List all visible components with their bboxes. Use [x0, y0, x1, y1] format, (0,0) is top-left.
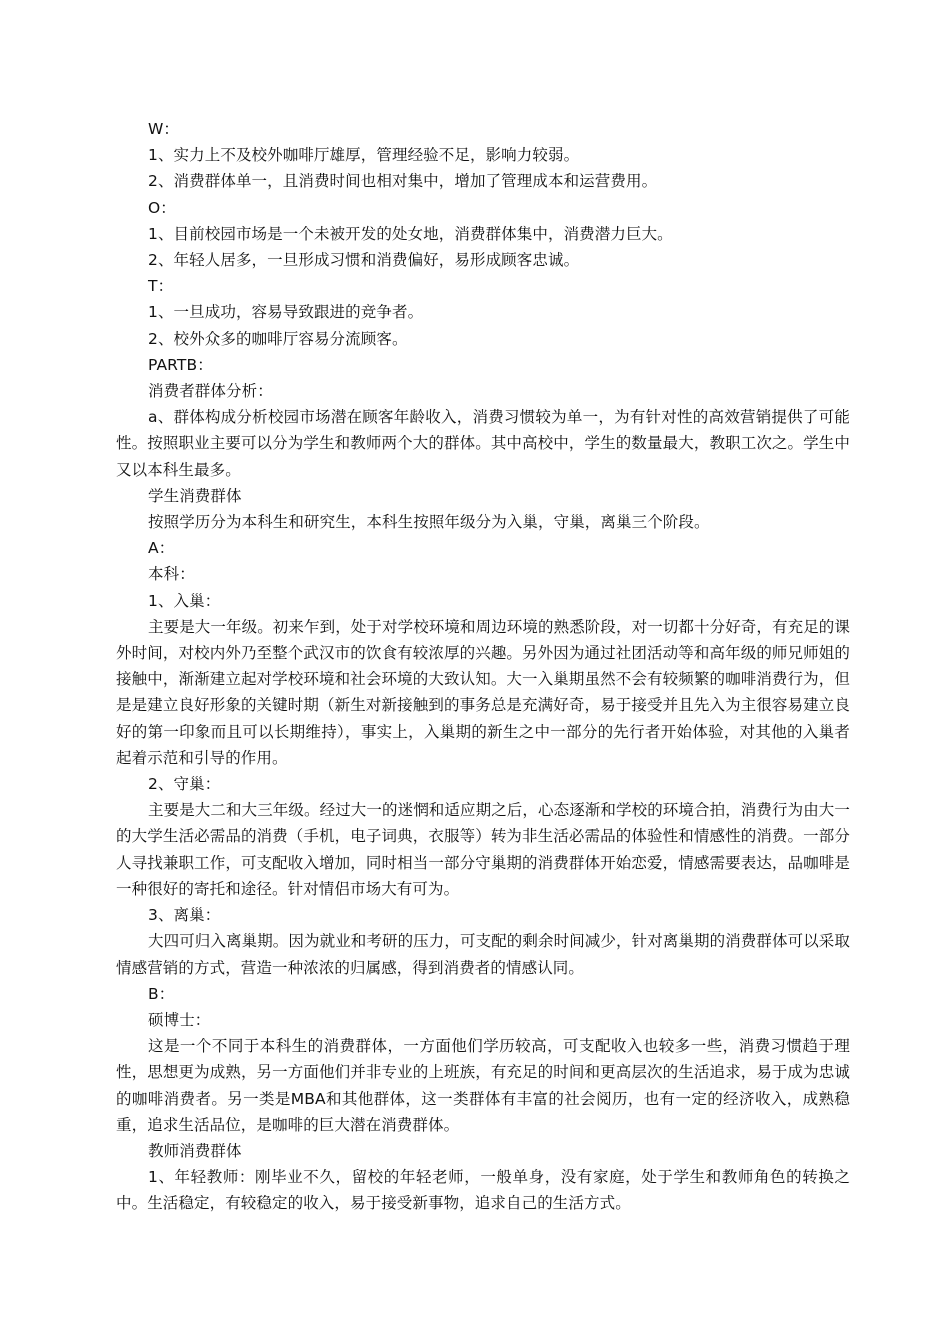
heading-o: O：: [148, 198, 176, 217]
heading-undergrad: 本科：: [148, 565, 195, 584]
heading-nest-entry: 1、入巢：: [148, 591, 221, 610]
paragraph-group-composition: a、群体构成分析校园市场潜在顾客年龄收入，消费习惯较为单一，为有针对性的高效营销提供了可能性。按照职业主要可以分为学生和教师两个大的群体。其中高校中，学生的数量最大，教职工次之。学生中又以本科生最多。: [116, 408, 850, 479]
heading-b: B：: [148, 984, 175, 1003]
paragraph-o-2: 2、年轻人居多，一旦形成习惯和消费偏好，易形成顾客忠诚。: [148, 251, 580, 270]
paragraph-nest-entry: 主要是大一年级。初来乍到，处于对学校环境和周边环境的熟悉阶段，对一切都十分好奇，有充足的课外时间，对校内外乃至整个武汉市的饮食有较浓厚的兴趣。另外因为通过社团活动等和高年级的师兄师姐的接触中，渐渐建立起对学校环境和社会环境的大致认知。大一入巢期虽然不会有较频繁的咖啡消费行为，但是是建立良好形象的关键时期（新生对新接触到的事务总是充满好奇，易于接受并且先入为主很容易建立良好的第一印象而且可以长期维持），事实上，入巢期的新生之中一部分的先行者开始体验，对其他的入巢者起着示范和引导的作用。: [116, 617, 851, 767]
paragraph-student-stages: 按照学历分为本科生和研究生，本科生按照年级分为入巢，守巢，离巢三个阶段。: [148, 513, 710, 532]
paragraph-graduate: 这是一个不同于本科生的消费群体，一方面他们学历较高，可支配收入也较多一些，消费习惯趋于理性，思想更为成熟，另一方面他们并非专业的上班族，有充足的时间和更高层次的生活追求，易于成为忠诚的咖啡消费者。另一类是MBA和其他群体，这一类群体有丰富的社会阅历，也有一定的经济收入，成熟稳重，追求生活品位，是咖啡的巨大潜在消费群体。: [116, 1037, 850, 1134]
heading-nest-keep: 2、守巢：: [148, 775, 221, 794]
paragraph-w-2: 2、消费群体单一，且消费时间也相对集中，增加了管理成本和运营费用。: [148, 172, 658, 191]
heading-w: W：: [148, 120, 180, 138]
paragraph-nest-keep: 主要是大二和大三年级。经过大一的迷惘和适应期之后，心态逐渐和学校的环境合拍，消费行为由大一的大学生活必需品的消费（手机，电子词典，衣服等）转为非生活必需品的体验性和情感性的消费。一部分人寻找兼职工作，可支配收入增加，同时相当一部分守巢期的消费群体开始恋爱，情感需要表达，品咖啡是一种很好的寄托和途径。针对情侣市场大有可为。: [116, 801, 851, 898]
paragraph-nest-leave: 大四可归入离巢期。因为就业和考研的压力，可支配的剩余时间减少，针对离巢期的消费群体可以采取情感营销的方式，营造一种浓浓的归属感，得到消费者的情感认同。: [116, 932, 851, 977]
paragraph-t-2: 2、校外众多的咖啡厅容易分流顾客。: [148, 329, 408, 348]
document-body: [116, 116, 850, 1217]
heading-graduate: 硕博士：: [148, 1010, 211, 1029]
paragraph-o-1: 1、目前校园市场是一个未被开发的处女地，消费群体集中，消费潜力巨大。: [148, 224, 673, 243]
heading-a: A：: [148, 539, 175, 558]
heading-nest-leave: 3、离巢：: [148, 906, 221, 925]
heading-partb: PARTB：: [148, 355, 213, 374]
heading-teacher-group: 教师消费群体: [148, 1141, 242, 1160]
paragraph-young-teacher: 1、年轻教师：刚毕业不久，留校的年轻老师，一般单身，没有家庭，处于学生和教师角色的转换之中。生活稳定，有较稳定的收入，易于接受新事物，追求自己的生活方式。: [116, 1168, 850, 1213]
paragraph-t-1: 1、一旦成功，容易导致跟进的竞争者。: [148, 303, 424, 322]
heading-student-group: 学生消费群体: [148, 486, 242, 505]
heading-t: T：: [148, 277, 174, 296]
paragraph-w-1: 1、实力上不及校外咖啡厅雄厚，管理经验不足，影响力较弱。: [148, 146, 580, 165]
heading-consumer-analysis: 消费者群体分析：: [148, 382, 273, 401]
